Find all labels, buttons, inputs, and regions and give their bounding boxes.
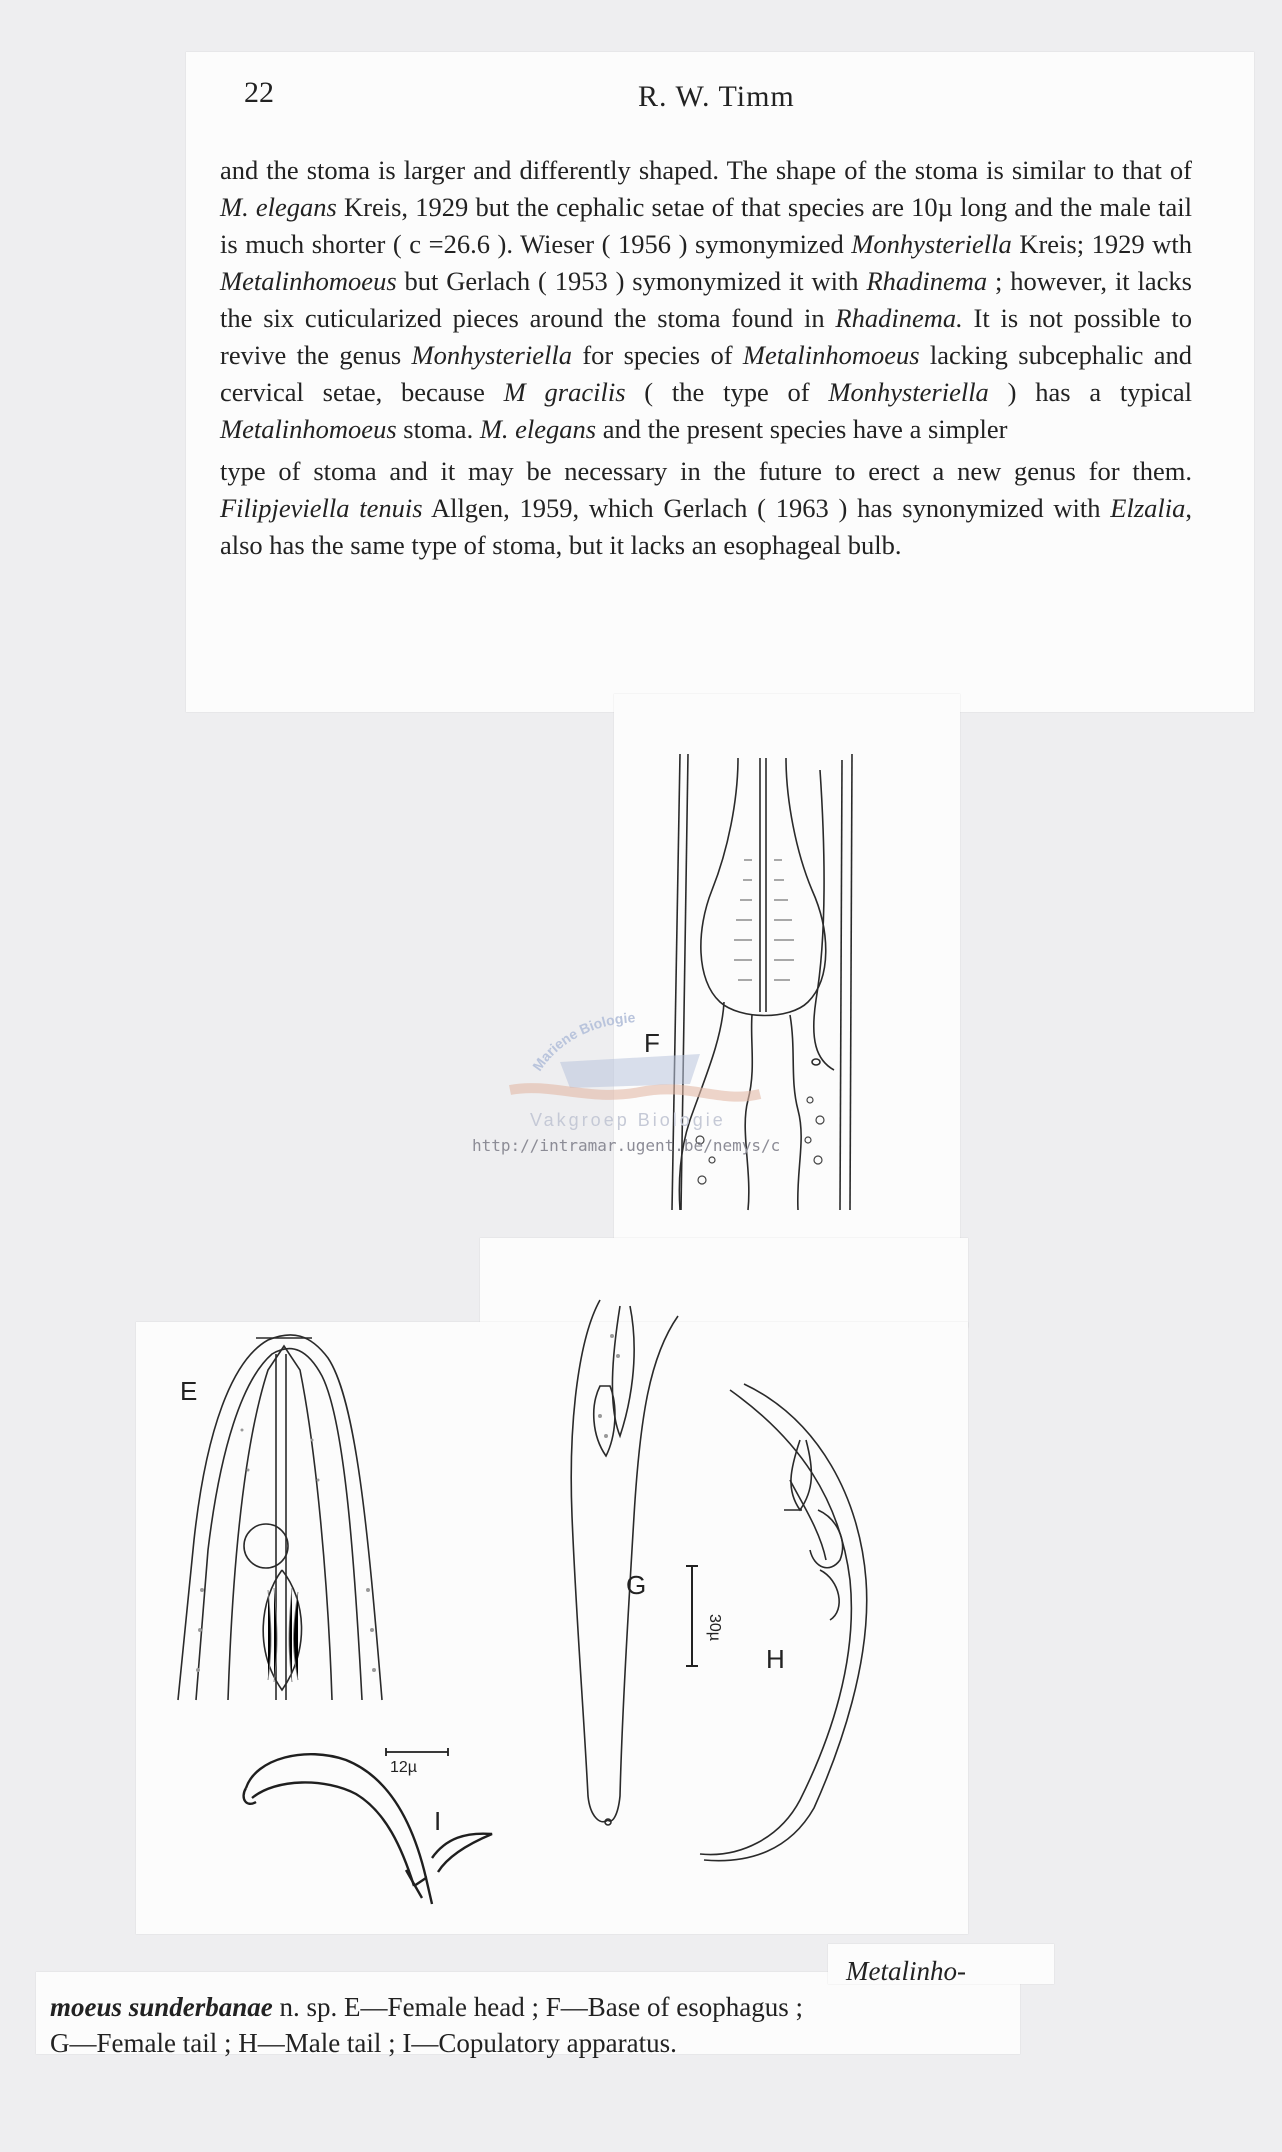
caption-tab-text: Metalinho- bbox=[846, 1956, 966, 1986]
body-paragraph-1: and the stoma is larger and differently shaped. The shape of the stoma is similar to that of M. elegans Kreis, 1929 but the cephalic setae of that species are 10µ long and the male tail is much shorter ( c =26.6 ). Wieser ( 1956 ) symonymized Monhysteriella Kreis; 1929 wth Metalinhomoeus but Gerlach ( 1953 ) symonymized it with Rhadinema ; however, it lacks the six cuticularized pieces around the stoma found in Rhadinema. It is not possible to revive the genus Monhysteriella for species of Metalinhomoeus lacking subcephalic and cervical setae, because M gracilis ( the type of Monhysteriella ) has a typical Metalinhomoeus stoma. M. elegans and the present species have a simpler bbox=[220, 155, 1193, 444]
watermark-ship-icon bbox=[470, 1012, 830, 1112]
watermark-lab-text: Vakgroep Biologie bbox=[530, 1110, 726, 1130]
caption-line-1 bbox=[50, 1990, 803, 2024]
figure-label-g: G bbox=[626, 1570, 647, 1600]
caption-taxon: moeus sunderbanae bbox=[50, 1992, 273, 2022]
watermark-url: http://intramar.ugent.be/nemys/c bbox=[472, 1136, 781, 1155]
figure-sheet-upper bbox=[480, 1238, 968, 1328]
figure-h-male-tail bbox=[690, 1380, 890, 1870]
figure-g-female-tail bbox=[560, 1296, 700, 1836]
figure-i-copulatory-apparatus bbox=[236, 1738, 516, 1908]
figure-label-e: E bbox=[180, 1376, 198, 1406]
body-paragraph-2: type of stoma and it may be necessary in the future to erect a new genus for them. Filipjeviella tenuis Allgen, 1959, which Gerlach ( 1963 ) has synonymized with Elzalia, also has the same type of stoma, but it lacks an esophageal bulb. bbox=[220, 456, 1192, 560]
page-number: 22 bbox=[244, 76, 274, 109]
body-text bbox=[220, 152, 1192, 564]
figure-label-i: I bbox=[434, 1806, 442, 1836]
figure-label-f: F bbox=[644, 1028, 660, 1058]
figure-e-female-head bbox=[172, 1330, 402, 1710]
scale-bar-30-label: 30µ bbox=[706, 1614, 723, 1642]
caption-line-1-rest: n. sp. E—Female head ; F—Base of esophagus ; bbox=[272, 1992, 803, 2022]
figure-label-h: H bbox=[766, 1644, 785, 1674]
watermark-arc-text: Mariene Biologie bbox=[529, 1012, 636, 1074]
scale-bar-12-label: 12µ bbox=[390, 1759, 418, 1776]
running-head: R. W. Timm bbox=[638, 80, 795, 113]
watermark bbox=[470, 1012, 830, 1162]
caption-line-2: G—Female tail ; H—Male tail ; I—Copulatory apparatus. bbox=[50, 2028, 677, 2058]
